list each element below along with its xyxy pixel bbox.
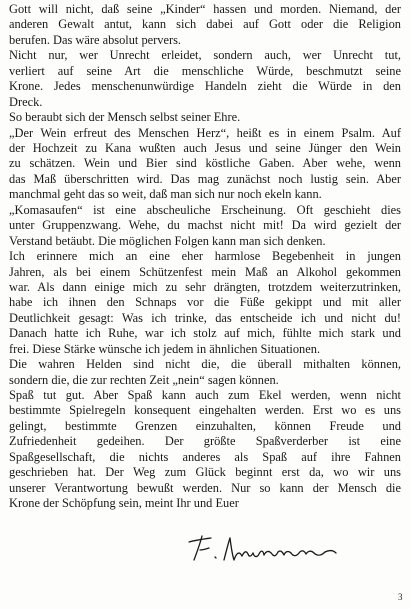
text-line: manchmal geht das so weit, daß man sich nur noch ekeln kann. — [9, 187, 322, 202]
text-line: anderen Gewalt antut, kann sich dabei auf Gott oder die Religion — [9, 17, 401, 32]
text-line: zu schätzen. Wein und Bier sind köstliche Gaben. Aber wehe, wenn — [9, 156, 401, 171]
text-line: war. Als dann einige mich zu sehr drängten, trotzdem weiterzutrinken, — [9, 279, 401, 294]
text-line: „Der Wein erfreut des Menschen Herz“, heißt es in einem Psalm. Auf — [9, 125, 401, 140]
text-line: Dreck. — [9, 94, 43, 109]
text-line: Spaßgesellschaft, die nichts anderes als Spaß auf ihre Fahnen — [9, 449, 401, 464]
text-line: Krone. Jedes menschenunwürdige Handeln zieht die Würde in den — [9, 79, 401, 94]
text-line: „Komasaufen“ ist eine abscheuliche Erscheinung. Oft geschieht dies — [9, 202, 401, 217]
text-line: Ich erinnere mich an eine eher harmlose Begebenheit in jungen — [9, 249, 401, 264]
text-line: der Hochzeit zu Kana wußten auch Jesus und seine Jünger den Wein — [9, 140, 401, 155]
text-line: Spaß tut gut. Aber Spaß kann auch zum Ekel werden, wenn nicht — [9, 388, 401, 403]
text-line: So beraubt sich der Mensch selbst seiner Ehre. — [9, 110, 241, 125]
text-line: Jahren, als bei einem Schützenfest mein Maß an Alkohol gekommen — [9, 264, 401, 279]
text-line: unter Gruppenzwang. Wehe, du machst nicht mit! Da wird gezielt der — [9, 218, 401, 233]
handwritten-signature — [184, 530, 374, 566]
text-line: verliert auf seine Art die menschliche Würde, beschmutzt seine — [9, 63, 401, 78]
body-text — [9, 2, 401, 512]
text-line: bestimmte Spielregeln konsequent eingehalten werden. Erst wo es uns — [9, 403, 401, 418]
text-line: Nicht nur, wer Unrecht erleidet, sondern auch, wer Unrecht tut, — [9, 48, 401, 63]
text-line: berufen. Das wäre absolut pervers. — [9, 32, 182, 47]
text-line: Verstand betäubt. Die möglichen Folgen kann man sich denken. — [9, 233, 326, 248]
text-line: frei. Diese Stärke wünsche ich jedem in ähnlichen Situationen. — [9, 341, 321, 356]
text-line: Zufriedenheit gedeihen. Der größte Spaßverderber ist eine — [9, 434, 401, 449]
text-line: das Maß überschritten wird. Das mag zunächst noch lustig sein. Aber — [9, 171, 401, 186]
text-line: unserer Verantwortung bewußt werden. Nur so kann der Mensch die — [9, 480, 401, 495]
text-line: Die wahren Helden sind nicht die, die überall mithalten können, — [9, 357, 401, 372]
text-line: sondern die, die zur rechten Zeit „nein“ sagen können. — [9, 372, 279, 387]
text-line: Gott will nicht, daß seine „Kinder“ hassen und morden. Niemand, der — [9, 2, 401, 16]
text-line: Krone der Schöpfung sein, meint Ihr und Euer — [9, 496, 239, 511]
text-line: Danach hatte ich Ruhe, war ich stolz auf mich, fühlte mich stark und — [9, 326, 401, 341]
text-line: geschrieben hat. Der Weg zum Glück beginnt erst da, wo wir uns — [9, 465, 401, 480]
text-line: gelingt, bestimmte Grenzen einzuhalten, können Freude und — [9, 418, 401, 433]
text-line: habe ich ihnen den Schnaps vor die Füße gekippt und mit aller — [9, 295, 401, 310]
text-line: Deutlichkeit gesagt: Was ich trinke, das entscheide ich und nicht du! — [9, 310, 401, 325]
page-number: 3 — [398, 592, 403, 602]
